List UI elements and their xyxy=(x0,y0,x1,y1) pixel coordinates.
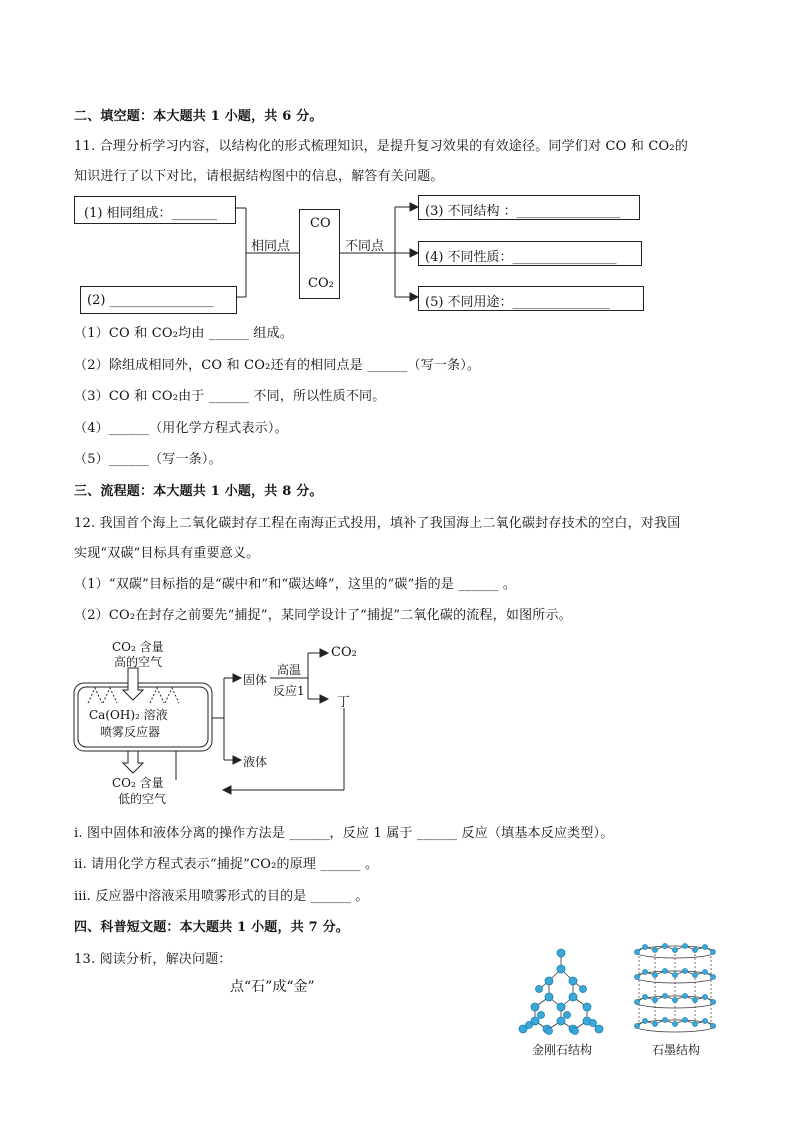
condition-top-label: 高温 xyxy=(277,663,302,677)
diff-point-label: 不同点 xyxy=(345,239,385,254)
section4-heading: 四、科普短文题：本大题共 1 小题，共 7 分。 xyxy=(74,920,349,935)
q12-sub1: （1）“双碳”目标指的是“碳中和”和“碳达峰”，这里的“碳”指的是 ______ 。 xyxy=(74,577,517,592)
q11-text-line1: 11. 合理分析学习内容，以结构化的形式梳理知识，是提升复习效果的有效途径。同学们对 CO 和 CO₂的 xyxy=(74,139,689,154)
q11-sub2: （2）除组成相同外，CO 和 CO₂还有的相同点是 ______（写一条）。 xyxy=(74,358,481,373)
q12-text-line2: 实现“双碳”目标具有重要意义。 xyxy=(74,546,260,561)
flow-output-label-2: 低的空气 xyxy=(118,792,167,806)
diamond-caption: 金刚石结构 xyxy=(532,1043,593,1057)
q12-sub-iii: ⅲ. 反应器中溶液采用喷雾形式的目的是 ______ 。 xyxy=(74,889,369,904)
product-co2-label: CO₂ xyxy=(331,645,357,660)
q11-sub5: （5）______（写一条）。 xyxy=(74,452,222,467)
q12-sub2: （2）CO₂在封存之前要先“捕捉”，某同学设计了“捕捉”二氧化碳的流程，如图所示。 xyxy=(74,608,572,623)
article-title: 点“石”成“金” xyxy=(230,979,315,995)
box-same-composition-label: (1) 相同组成：_______ xyxy=(84,206,218,221)
q12-sub-ii: ⅱ. 请用化学方程式表示“捕捉”CO₂的原理 ______ 。 xyxy=(74,857,379,872)
graphite-caption: 石墨结构 xyxy=(652,1043,701,1057)
box-diff-use-label: (5) 不同用途：_______________ xyxy=(425,295,611,310)
reactor-label-1: Ca(OH)₂ 溶液 xyxy=(89,708,168,722)
q12-sub-i: ⅰ. 图中固体和液体分离的操作方法是 ______，反应 1 属于 ______ 反应（填基本反应类型）。 xyxy=(74,826,614,841)
q12-text-line1: 12. 我国首个海上二氧化碳封存工程在南海正式投用，填补了我国海上二氧化碳封存技术的空白，对我国 xyxy=(74,516,681,531)
condition-bottom-label: 反应1 xyxy=(273,684,305,698)
diamond-structure-image xyxy=(505,945,615,1040)
flow-output-label-1: CO₂ 含量 xyxy=(112,776,164,790)
q13-text: 13. 阅读分析，解决问题： xyxy=(74,952,232,967)
section3-heading: 三、流程题：本大题共 1 小题，共 8 分。 xyxy=(74,484,323,499)
liquid-label: 液体 xyxy=(243,755,268,769)
solid-label: 固体 xyxy=(243,673,268,687)
q11-text-line2: 知识进行了以下对比，请根据结构图中的信息，解答有关问题。 xyxy=(74,169,444,184)
box-same-2-label: (2) ________________ xyxy=(87,293,214,308)
box-diff-structure-label: (3) 不同结构 ：________________ xyxy=(425,204,621,219)
product-ding-label: 丁 xyxy=(337,695,351,710)
box-diff-property-label: (4) 不同性质：________________ xyxy=(425,250,617,265)
reactor-label-2: 喷雾反应器 xyxy=(100,725,161,739)
co2-label: CO₂ xyxy=(308,276,334,291)
q11-sub4: （4）______（用化学方程式表示）。 xyxy=(74,421,288,436)
graphite-structure-image xyxy=(625,942,725,1040)
q11-sub3: （3）CO 和 CO₂由于 ______ 不同，所以性质不同。 xyxy=(74,389,386,404)
q11-sub1: （1）CO 和 CO₂均由 ______ 组成。 xyxy=(74,326,294,341)
section2-heading: 二、填空题：本大题共 1 小题，共 6 分。 xyxy=(74,109,323,124)
co-label: CO xyxy=(310,216,331,231)
flow-input-label-1: CO₂ 含量 xyxy=(112,640,164,654)
same-point-label: 相同点 xyxy=(251,239,291,254)
flow-input-label-2: 高的空气 xyxy=(114,655,163,669)
